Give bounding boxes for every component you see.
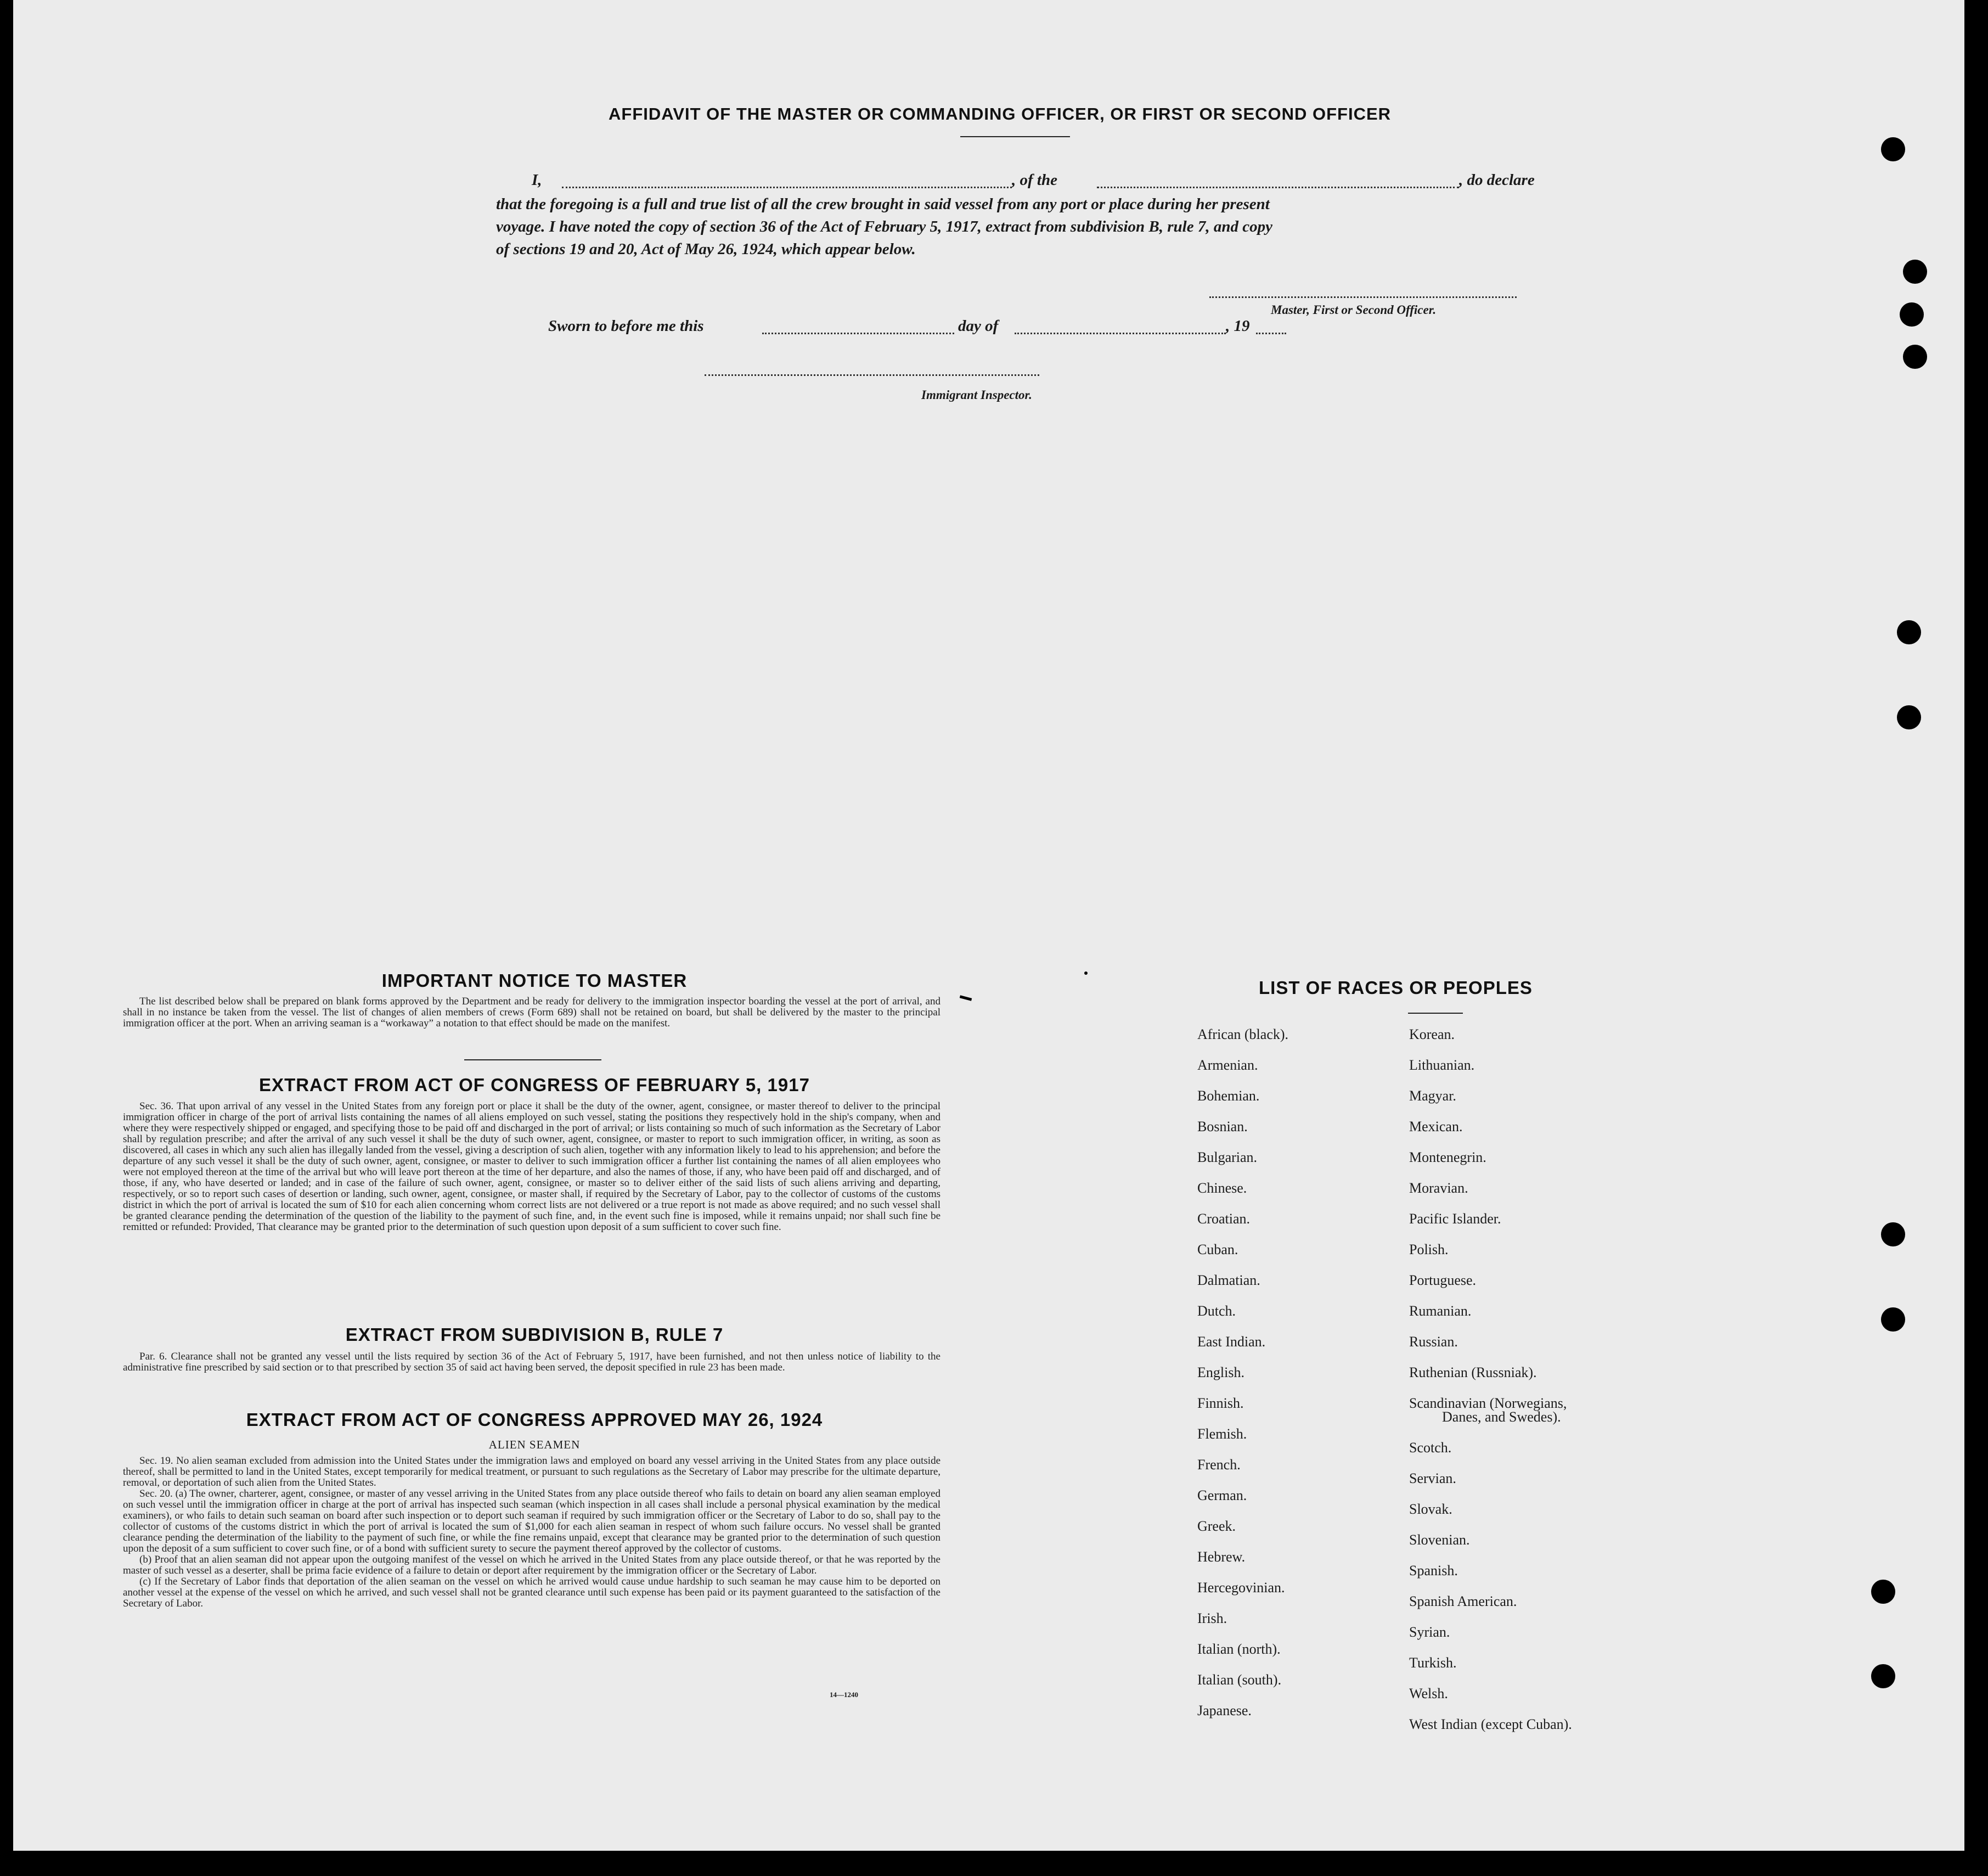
vessel-name-line[interactable] <box>1097 187 1459 188</box>
race-item: African (black). <box>1197 1026 1289 1042</box>
sec-20b-paragraph: (b) Proof that an alien seaman did not appear upon the outgoing manifest of the vessel on which he arrived in the United States from any place outside thereof, or that he was reported by the master of such vessel as a deserter, shall be prima facie evidence of a failure to detain or deport after requirement by the immigration officer or the Secretary of Labor. <box>123 1554 941 1576</box>
binder-hole <box>1903 345 1927 369</box>
race-item: Spanish American. <box>1409 1593 1517 1609</box>
notice-rule <box>464 1059 601 1060</box>
binder-hole <box>1903 260 1927 284</box>
extract-1924-body <box>123 1456 941 1609</box>
master-signature-line[interactable] <box>1209 296 1517 298</box>
race-item: Turkish. <box>1409 1655 1457 1671</box>
race-item: Servian. <box>1409 1470 1456 1486</box>
sworn-year-line[interactable] <box>1256 333 1286 334</box>
race-item: Moravian. <box>1409 1180 1468 1196</box>
affidavit-title-rule <box>960 136 1070 137</box>
sworn-label: Sworn to before me this <box>548 317 704 335</box>
binder-hole <box>1871 1580 1895 1604</box>
race-item: Magyar. <box>1409 1088 1456 1104</box>
ink-mark <box>960 995 972 1001</box>
affidavit-line-2: that the foregoing is a full and true list of all the crew brought in said vessel from any port or place during her present <box>496 195 1270 213</box>
race-item: Cuban. <box>1197 1242 1238 1257</box>
alien-seamen-subtitle: ALIEN SEAMEN <box>488 1438 581 1451</box>
race-item: German. <box>1197 1487 1247 1503</box>
affiant-name-line[interactable] <box>562 187 1012 188</box>
race-item: Syrian. <box>1409 1624 1450 1640</box>
binder-hole <box>1897 705 1921 729</box>
form-number: 14—1240 <box>830 1690 858 1699</box>
race-item: East Indian. <box>1197 1334 1266 1350</box>
inspector-signature-line[interactable] <box>705 374 1039 376</box>
race-item: Rumanian. <box>1409 1303 1472 1319</box>
race-item: Irish. <box>1197 1610 1227 1626</box>
race-item: Bulgarian. <box>1197 1149 1258 1165</box>
extract-1917-body <box>123 1101 941 1233</box>
race-item: Spanish. <box>1409 1563 1458 1579</box>
race-item: Scandinavian (Norwegians, <box>1409 1395 1567 1411</box>
race-item: Italian (north). <box>1197 1641 1281 1657</box>
race-item: Scotch. <box>1409 1440 1452 1456</box>
sec-19-paragraph: Sec. 19. No alien seaman excluded from admission into the United States under the immigration laws and employed on board any vessel arriving in the United States from any place outside thereof, shall be permitted to land in the United States, except temporarily for medical treatment, or pursuant to such regulations as the Secretary of Labor may prescribe for the ultimate departure, removal, or deportation of such alien from the United States. <box>123 1455 941 1489</box>
race-item: Italian (south). <box>1197 1672 1282 1688</box>
race-item: Chinese. <box>1197 1180 1247 1196</box>
race-item: Lithuanian. <box>1409 1057 1475 1073</box>
year-label: , 19 <box>1226 317 1250 335</box>
races-title: LIST OF RACES OR PEOPLES <box>1259 978 1533 998</box>
race-item: Danes, and Swedes). <box>1442 1409 1561 1425</box>
binder-hole <box>1897 620 1921 644</box>
affidavit-i-label: I, <box>532 171 542 189</box>
binder-hole <box>1871 1664 1895 1688</box>
day-of-label: day of <box>958 317 999 335</box>
race-item: Armenian. <box>1197 1057 1258 1073</box>
race-item: Slovak. <box>1409 1501 1452 1517</box>
sworn-day-line[interactable] <box>762 333 954 334</box>
race-item: Flemish. <box>1197 1426 1247 1442</box>
par-6-paragraph: Par. 6. Clearance shall not be granted any vessel until the lists required by section 36 of the Act of February 5, 1917, have been furnished, and not then unless notice of liability to the administrative fine prescribed by said section or to that prescribed by section 35 of said act having been served, the deposit specified in rule 23 has been made. <box>123 1351 941 1373</box>
race-item: Korean. <box>1409 1026 1455 1042</box>
sec-20c-paragraph: (c) If the Secretary of Labor finds that deportation of the alien seaman on the vessel on which he arrived would cause undue hardship to such seaman he may cause him to be deported on another vessel at the expense of the vessel on which he arrived, and such vessel shall not be granted clearance until such expense has been paid or its payment guaranteed to the satisfaction of the Secretary of Labor. <box>123 1576 941 1609</box>
notice-body <box>123 996 941 1029</box>
binder-hole <box>1881 1307 1905 1332</box>
binder-hole <box>1900 302 1924 327</box>
extract-rule7-title: EXTRACT FROM SUBDIVISION B, RULE 7 <box>345 1324 724 1345</box>
document-page <box>13 0 1964 1851</box>
race-item: Hebrew. <box>1197 1549 1246 1565</box>
affidavit-line-3: voyage. I have noted the copy of section 36 of the Act of February 5, 1917, extract from subdivision B, rule 7, and copy <box>496 218 1272 235</box>
sworn-month-line[interactable] <box>1015 333 1226 334</box>
race-item: Finnish. <box>1197 1395 1244 1411</box>
race-item: Russian. <box>1409 1334 1458 1350</box>
extract-1917-title: EXTRACT FROM ACT OF CONGRESS OF FEBRUARY 5, 1917 <box>259 1075 810 1095</box>
race-item: West Indian (except Cuban). <box>1409 1716 1572 1732</box>
race-item: Polish. <box>1409 1242 1449 1257</box>
race-item: Slovenian. <box>1409 1532 1470 1548</box>
extract-1924-title: EXTRACT FROM ACT OF CONGRESS APPROVED MAY 26, 1924 <box>246 1409 823 1430</box>
master-signature-label: Master, First or Second Officer. <box>1271 303 1437 317</box>
race-item: Japanese. <box>1197 1703 1252 1718</box>
inspector-label: Immigrant Inspector. <box>921 388 1032 402</box>
race-item: Ruthenian (Russniak). <box>1409 1364 1537 1380</box>
race-item: Portuguese. <box>1409 1272 1477 1288</box>
race-item: Greek. <box>1197 1518 1236 1534</box>
race-item: Dutch. <box>1197 1303 1236 1319</box>
affidavit-title: AFFIDAVIT OF THE MASTER OR COMMANDING OFFICER, OR FIRST OR SECOND OFFICER <box>609 104 1392 123</box>
race-item: Dalmatian. <box>1197 1272 1260 1288</box>
binder-hole <box>1881 137 1905 161</box>
race-item: English. <box>1197 1364 1244 1380</box>
affidavit-line-4: of sections 19 and 20, Act of May 26, 1924, which appear below. <box>496 240 916 258</box>
race-item: French. <box>1197 1457 1241 1473</box>
notice-title: IMPORTANT NOTICE TO MASTER <box>381 970 688 991</box>
races-title-rule <box>1408 1013 1463 1014</box>
race-item: Croatian. <box>1197 1211 1251 1227</box>
race-item: Bohemian. <box>1197 1088 1260 1104</box>
affidavit-declare-label: , do declare <box>1459 171 1535 189</box>
affidavit-of-the-label: , of the <box>1012 171 1057 189</box>
race-item: Bosnian. <box>1197 1119 1248 1134</box>
ink-mark <box>1084 971 1088 975</box>
sec-36-paragraph: Sec. 36. That upon arrival of any vessel in the United States from any foreign port or place it shall be the duty of the owner, agent, consignee, or master thereof to deliver to the principal immigration officer in charge of the port of arrival lists containing the names of all aliens employed on such vessel, stating the positions they respectively hold in the ship's company, when and where they were respectively shipped or engaged, and specifying those to be paid off and discharged in the port of arrival; or lists containing so much of such information as the Secretary of Labor shall by regulation prescribe; and after the arrival of any such vessel it shall be the duty of such owner, agent, consignee, or master to report to such immigration officer, in writing, as soon as discovered, all cases in which any such alien has illegally landed from the vessel, giving a description of such alien, together with any information likely to lead to his apprehension; and before the departure of any such vessel it shall be the duty of such owner, agent, consignee, or master to deliver to such immigration officer a further list containing the names of all alien employees who were not employed thereon at the time of the arrival but who will leave port thereon at the time of her departure, and also the names of those, if any, who have been paid off and discharged, and of those, if any, who have deserted or landed; and in case of the failure of such owner, agent, consignee, or master so to deliver either of the said lists of such aliens arriving and departing, respectively, or so to report such cases of desertion or landing, such owner, agent, consignee, or master shall, if required by the Secretary of Labor, pay to the collector of customs of the customs district in which the port of arrival is located the sum of $10 for each alien concerning whom correct lists are not delivered or a true report is not made as above required; and no such vessel shall be granted clearance pending the determination of the question of the liability to the payment of such fine, and, in the event such fine is imposed, while it remains unpaid; nor shall such fine be remitted or refunded: Provided, That clearance may be granted prior to the determination of such question upon deposit of a sum sufficient to cover such fine. <box>123 1100 941 1233</box>
race-item: Pacific Islander. <box>1409 1211 1501 1227</box>
notice-paragraph: The list described below shall be prepared on blank forms approved by the Department and be ready for delivery to the immigration inspector boarding the vessel at the port of arrival, and shall in no instance be taken from the vessel. The list of changes of alien members of crews (Form 689) shall not be retained on board, but shall be delivered by the master to the principal immigration officer at the port. When an arriving seaman is a “workaway” a notation to that effect should be made on the manifest. <box>123 996 941 1029</box>
extract-rule7-body <box>123 1351 941 1373</box>
race-item: Welsh. <box>1409 1686 1448 1701</box>
race-item: Mexican. <box>1409 1119 1463 1134</box>
race-item: Hercegovinian. <box>1197 1580 1285 1596</box>
binder-hole <box>1881 1222 1905 1246</box>
sec-20a-paragraph: Sec. 20. (a) The owner, charterer, agent, consignee, or master of any vessel arriving in the United States from any place outside thereof who fails to detain on board any alien seaman employed on such vessel until the immigration officer in charge at the port of arrival has inspected such seaman (which inspection in all cases shall include a personal physical examination by the medical examiners), or who fails to detain such seaman on board after such inspection or to deport such seaman if required by such immigration officer or the Secretary of Labor to do so, shall pay to the collector of customs of the customs district in which the port of arrival is located the sum of $1,000 for each alien seaman in respect of whom such failure occurs. No vessel shall be granted clearance pending the determination of the liability to the payment of such fine, or while the fine remains unpaid, except that clearance may be granted prior to the determination of such question upon the deposit of a sum sufficient to cover such fine, or of a bond with sufficient surety to secure the payment thereof approved by the collector of customs. <box>123 1488 941 1554</box>
race-item: Montenegrin. <box>1409 1149 1486 1165</box>
